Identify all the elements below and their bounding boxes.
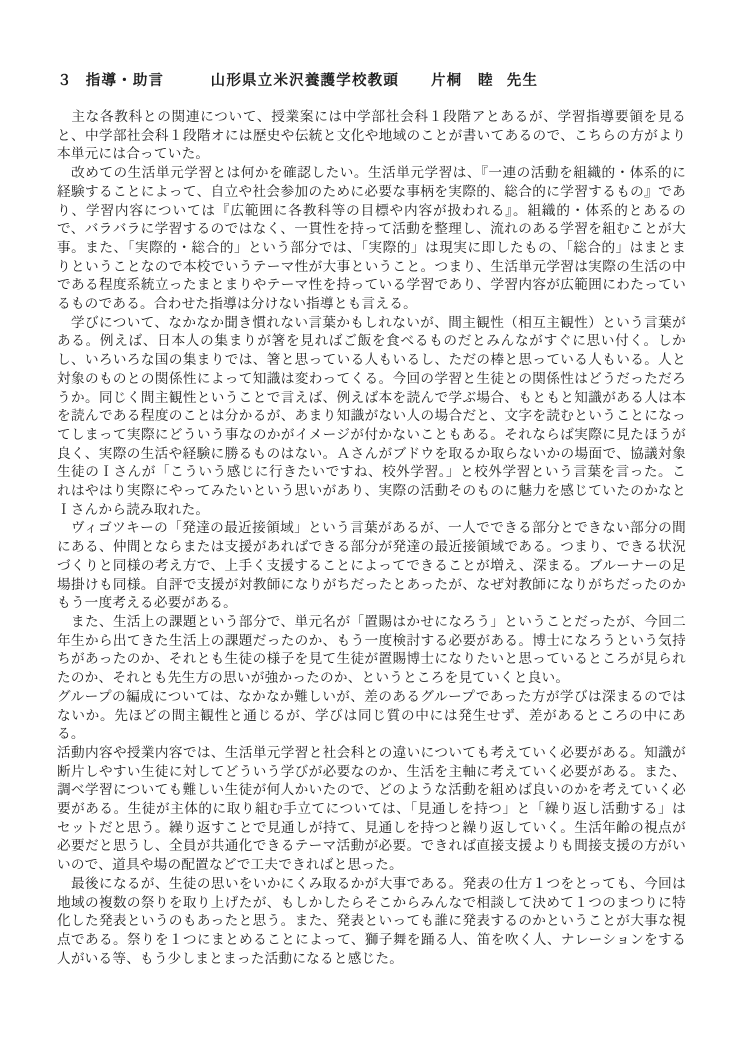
paragraph-life-unit-study-definition: 改めての生活単元学習とは何かを確認したい。生活単元学習は、『一連の活動を組織的・体系的に経験することによって、自立や社会参加のために必要な事柄を実際的、総合的に学習するもの』であり、学習内容については『広範囲に各教科等の目標や内容が扱われる』。組織的・体系的とあるので、バラバラに学習するのではなく、一貫性を持って活動を整理し、流れのある学習を組むことが大事。また、「実際的・総合的」という部分では、「実際的」は現実に即したもの、「総合的」はまとまりということなので本校でいうテーマ性が大事ということ。つまり、生活単元学習は実際の生活の中である程度系統立ったまとまりやテーマ性を持っている学習であり、学習内容が広範囲にわたっているものである。合わせた指導は分けない指導とも言える。 (57, 165, 686, 313)
paragraph-life-issues-unit-name: また、生活上の課題という部分で、単元名が「置賜はかせになろう」ということだったが、今回二年生から出てきた生活上の課題だったのか、もう一度検討する必要がある。博士になろうという気持ちがあったのか、それとも生徒の様子を見て生徒が置賜博士になりたいと思っているところが見られたのか、それとも先生方の思いが強かったのか、というところを見ていくと良い。 (57, 613, 686, 687)
advisor-affiliation: 山形県立米沢養護学校教頭 (210, 73, 400, 89)
paragraph-vygotsky-zpd: ヴィゴツキーの「発達の最近接領域」という言葉があるが、一人でできる部分とできない部分の間にある、仲間とならまたは支援があればできる部分が発達の最近接領域である。つまり、できる状況づくりと同様の考え方で、上手く支援することによってできることが増え、深まる。ブルーナーの足場掛けも同様。自評で支援が対教師になりがちだったとあったが、なぜ対教師になりがちだったのかもう一度考える必要がある。 (57, 520, 686, 612)
paragraph-grouping: グループの編成については、なかなか難しいが、差のあるグループであった方が学びは深まるのではないか。先ほどの間主観性と通じるが、学びは同じ質の中には発生せず、差があるところの中にある。 (57, 688, 686, 743)
section-number: ３ (57, 73, 73, 89)
paragraph-related-subjects: 主な各教科との関連について、授業案には中学部社会科１段階アとあるが、学習指導要領を見ると、中学部社会科１段階オには歴史や伝統と文化や地域のことが書いてあるので、こちらの方がより本単元には合っていた。 (57, 109, 686, 163)
advisor-honorific: 先生 (506, 73, 539, 89)
paragraph-intersubjectivity: 学びについて、なかなか聞き慣れない言葉かもしれないが、間主観性（相互主観性）という言葉がある。例えば、日本人の集まりが箸を見ればご飯を食べるものだとみんながすぐに思い付く。しかし、いろいろな国の集まりでは、箸と思っている人もいるし、ただの棒と思っている人もいる。人と対象のものとの関係性によって知識は変わってくる。今回の学習と生徒との関係性はどうだっただろうか。同じく間主観性ということで言えば、例えば本を読んで学ぶ場合、もともと知識がある人は本を読んである程度のことは分かるが、あまり知識がない人の場合だと、文字を読むということになってしまって実際にどういう事なのかがイメージが付かないこともある。それならば実際に見たほうが良く、実際の生活や経験に勝るものはない。Ａさんがブドウを取るか取らないかの場面で、協議対象生徒のＩさんが「こういう感じに行きたいですね、校外学習。」と校外学習という言葉を言った。これはやはり実際にやってみたいという思いがあり、実際の活動そのものに魅力を感じていたのかなとＩさんから読み取れた。 (57, 314, 686, 518)
section-heading (57, 71, 686, 91)
document-body (57, 108, 686, 968)
paragraph-activity-content: 活動内容や授業内容では、生活単元学習と社会科との違いについても考えていく必要がある。知識が断片しやすい生徒に対してどういう学びが必要なのか、生活を主軸に考えていく必要がある。また、調べ学習についても難しい生徒が何人かいたので、どのような活動を組めば良いのかを考えていく必要がある。生徒が主体的に取り組む手立てについては、「見通しを持つ」と「繰り返し活動する」はセットだと思う。繰り返すことで見通しが持て、見通しを持つと繰り返していく。生活年齢の視点が必要だと思うし、全員が共通化できるテーマ活動が必要。できれば直接支援よりも間接支援の方がいいので、道具や場の配置などで工夫できればと思った。 (57, 744, 686, 874)
paragraph-closing-presentation: 最後になるが、生徒の思いをいかにくみ取るかが大事である。発表の仕方１つをとっても、今回は地域の複数の祭りを取り上げたが、もしかしたらそこからみんなで相談して決めて１つのまつりに特化した発表というのもあったと思う。また、発表といっても誰に発表するのかということが大事な視点である。祭りを１つにまとめることによって、獅子舞を踊る人、笛を吹く人、ナレーションをする人がいる等、もう少しまとまった活動になると感じた。 (57, 875, 686, 967)
section-label: 指導・助言 (85, 73, 165, 89)
advisor-name: 片桐 睦 (430, 73, 494, 89)
